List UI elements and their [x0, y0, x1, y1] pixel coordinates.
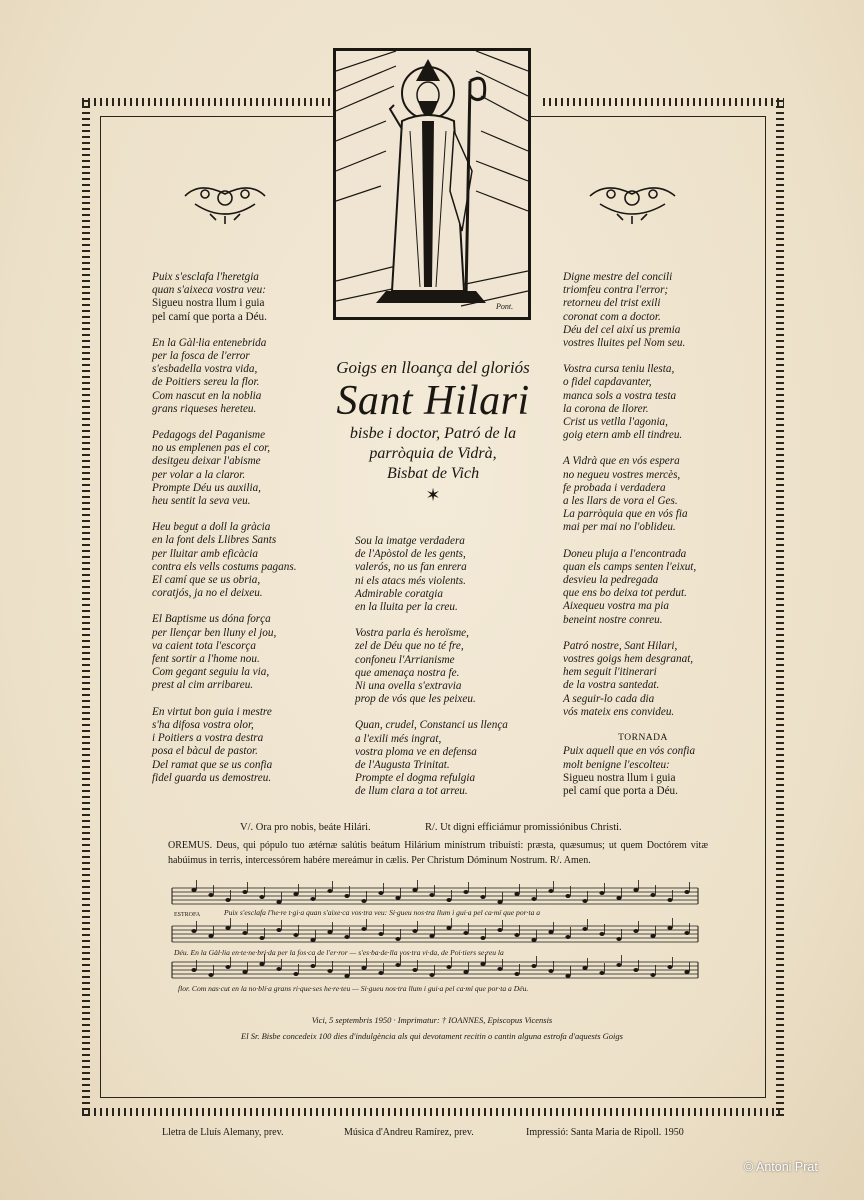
music-note: [429, 973, 434, 977]
music-note: [395, 896, 400, 900]
music-note: [582, 927, 587, 931]
music-note: [582, 899, 587, 903]
verse-line: de l'Augusta Trinitat.: [355, 759, 450, 772]
music-note: [565, 974, 570, 978]
music-note: [395, 937, 400, 941]
verse-line: Sou la imatge verdadera: [355, 535, 465, 547]
stanza: [152, 613, 332, 692]
verse-line: que amenaça nostra fe.: [355, 666, 460, 679]
music-note: [514, 892, 519, 896]
verse-line: Aixequeu vostra ma pia: [563, 600, 669, 613]
stanza: [563, 363, 723, 442]
music-note: [548, 889, 553, 893]
music-note: [463, 931, 468, 935]
title-line-3: bisbe i doctor, Patró de la: [349, 425, 517, 442]
verse-line: molt benigne l'escolteu:: [563, 758, 670, 771]
verse-line: Quan, crudel, Constanci us llença: [355, 719, 508, 732]
verse-line: valerós, no us fan enrera: [355, 561, 467, 574]
imprimatur-line: Vici, 5 septembris 1950 · Imprimatur: † IOANNES, Episcopus Vicensis: [311, 1015, 553, 1025]
verse-line: El Baptisme us dóna força: [152, 613, 271, 626]
music-note: [531, 964, 536, 968]
music-note: [463, 970, 468, 974]
music-note: [293, 972, 298, 976]
music-note: [412, 929, 417, 933]
saint-woodcut-image: [333, 48, 531, 320]
music-lyric-line-3: flor. Com nas·cut en la no·blí·a grans ri·que·ses he·re·teu — Si·gueu nos·tra llum i gui·a pel ca·mí que por·ta a Déu.: [178, 984, 529, 993]
verse-line: heu sentit la seva veu.: [152, 495, 251, 508]
tornada-heading: TORNADA: [618, 733, 668, 744]
music-note: [480, 895, 485, 899]
music-note: [531, 897, 536, 901]
stanza: [563, 732, 723, 798]
music-note: [395, 963, 400, 967]
colophon: [0, 1012, 864, 1044]
verse-line: Pedagogs del Paganisme: [152, 429, 266, 442]
music-note: [344, 894, 349, 898]
music-note: [259, 895, 264, 899]
verse-line: quan s'aixeca vostra veu:: [152, 284, 266, 297]
music-note: [310, 938, 315, 942]
stanza: [152, 337, 332, 416]
music-note: [650, 934, 655, 938]
right-verse-column: [563, 271, 723, 811]
verse-line: de la vostra santedat.: [563, 679, 660, 692]
music-note: [310, 897, 315, 901]
verse-line: Puix aquell que en vós confia: [563, 745, 696, 758]
saint-name-heading: Sant Hilari: [336, 378, 530, 424]
verse-line: triomfeu contra l'error;: [563, 284, 669, 297]
music-note: [497, 928, 502, 932]
verse-line: Crist us vetlla l'agonia,: [563, 416, 668, 429]
music-staves: [168, 880, 700, 1000]
verse-line: a les llars de vora el Ges.: [563, 495, 678, 508]
stanza: [355, 719, 545, 798]
music-note: [191, 929, 196, 933]
music-note: [633, 968, 638, 972]
verse-line: desitgeu deixar l'abisme: [152, 455, 261, 468]
verse-line: fent sortir a l'home nou.: [152, 653, 260, 666]
music-score: [168, 880, 700, 1005]
verse-line: goig etern amb ell tindreu.: [563, 429, 683, 442]
verse-line: El camí que se us obria,: [152, 574, 261, 587]
music-note: [344, 935, 349, 939]
music-note: [599, 932, 604, 936]
woodcut-signature: Pont.: [496, 302, 514, 311]
music-note: [599, 971, 604, 975]
music-note: [684, 931, 689, 935]
music-note: [548, 930, 553, 934]
verse-line: Patró nostre, Sant Hilari,: [563, 639, 678, 652]
credit-printer: Impressió: Santa Maria de Ripoll. 1950: [526, 1127, 684, 1138]
response-text: R/. Ut digni efficiámur promissiónibus Christi.: [425, 822, 622, 833]
border-top-right-ornament: [543, 98, 784, 106]
verse-line: Admirable coratgia: [355, 587, 443, 600]
music-note: [259, 962, 264, 966]
verse-line: beneint nostre conreu.: [563, 613, 663, 626]
stanza: [563, 455, 723, 534]
stanza: [563, 271, 723, 350]
music-note: [667, 926, 672, 930]
music-note: [463, 890, 468, 894]
estrofa-label: ESTROFA: [174, 912, 201, 918]
music-note: [208, 934, 213, 938]
music-note: [208, 893, 213, 897]
verse-line: per lluitar amb eficàcia: [152, 547, 258, 560]
music-note: [276, 900, 281, 904]
border-top-left-ornament: [82, 98, 332, 106]
music-note: [429, 893, 434, 897]
music-note: [514, 933, 519, 937]
verse-line: que ens bo deixa tot perdut.: [563, 587, 687, 600]
stanza: [152, 521, 332, 600]
verse-line: Doneu pluja a l'encontrada: [563, 547, 687, 560]
music-lyric-line-2: Déu. En la Gàl·lia en·te·ne·bri·da per la fos·ca de l'er·ror — s'es·ba·de·lla vos·tra vi·da, de Poi·tiers se·reu la: [174, 948, 504, 957]
star-ornament: ✶: [425, 485, 441, 505]
music-note: [259, 936, 264, 940]
music-note: [293, 933, 298, 937]
verse-line: vós mateix ens convideu.: [563, 705, 675, 718]
verse-line: en la lluita per la creu.: [355, 601, 458, 614]
music-note: [650, 893, 655, 897]
music-note: [446, 898, 451, 902]
verse-line: a l'exili més ingrat,: [355, 732, 442, 745]
music-note: [446, 926, 451, 930]
stanza: [152, 271, 332, 324]
verse-line: En la Gàl·lia entenebrida: [152, 336, 267, 349]
music-note: [667, 898, 672, 902]
music-note: [327, 930, 332, 934]
stanza: [563, 548, 723, 627]
verse-line: vostra ploma ve en defensa: [355, 745, 477, 758]
verse-line: s'ha difosa vostra olor,: [152, 718, 254, 731]
music-note: [361, 927, 366, 931]
music-note: [565, 894, 570, 898]
verse-line: fe probada i verdadera: [563, 481, 666, 494]
music-note: [616, 896, 621, 900]
music-note: [378, 932, 383, 936]
music-note: [497, 900, 502, 904]
music-note: [497, 967, 502, 971]
verse-line: confoneu l'Arrianisme: [355, 653, 455, 666]
music-note: [514, 972, 519, 976]
stanza: [563, 640, 723, 719]
music-note: [429, 934, 434, 938]
verse-line: o fidel capdavanter,: [563, 376, 652, 389]
verse-line: Heu begut a doll la gràcia: [152, 521, 271, 534]
verse-line: no us emplenen pas el cor,: [152, 442, 271, 455]
music-note: [616, 937, 621, 941]
left-verse-column: [152, 271, 332, 798]
border-left-ornament: [82, 98, 90, 1116]
music-note: [293, 892, 298, 896]
verse-line: Puix s'esclafa l'heretgia: [152, 271, 259, 283]
verse-line: Déu del cel així us premia: [563, 323, 681, 336]
music-note: [667, 965, 672, 969]
music-note: [565, 935, 570, 939]
verse-line: Digne mestre del concili: [563, 271, 673, 283]
verse-line: La parròquia que en vós fia: [563, 508, 688, 521]
verse-line: coronat com a doctor.: [563, 310, 661, 323]
verse-line: hem seguit l'itinerari: [563, 666, 657, 679]
verse-line: desvieu la pedregada: [563, 574, 659, 587]
verse-line: vostres goigs hem desgranat,: [563, 653, 694, 666]
verse-line: zel de Déu que no té fre,: [355, 640, 464, 653]
refrain-line: Sigueu nostra llum i guia: [563, 771, 676, 784]
copyright-watermark: © Antoni Prat: [744, 1160, 818, 1174]
verse-line: s'esbadella vostra vida,: [152, 363, 258, 376]
verse-line: prop de vós que les peixeu.: [355, 693, 476, 706]
verse-line: la corona de llorer.: [563, 402, 649, 415]
verse-line: A Vidrà que en vós espera: [563, 455, 680, 468]
music-note: [378, 891, 383, 895]
music-note: [480, 936, 485, 940]
verse-line: prest al cim arribareu.: [152, 679, 254, 692]
music-note: [208, 973, 213, 977]
verse-line: va caient tota l'escorça: [152, 639, 256, 652]
verse-line: retorneu del trist exili: [563, 297, 661, 310]
verse-line: ni els atacs més violents.: [355, 574, 466, 587]
title-line-1: Goigs en lloança del gloriós: [336, 358, 530, 377]
refrain-line: pel camí que porta a Déu.: [152, 310, 267, 323]
verse-line: grans riqueses hereteu.: [152, 402, 257, 415]
stanza: [355, 627, 545, 706]
music-note: [616, 963, 621, 967]
credit-music: Música d'Andreu Ramírez, prev.: [344, 1127, 474, 1138]
verse-line: coratjós, ja no el deixeu.: [152, 587, 263, 600]
stanza: [152, 429, 332, 508]
verse-line: Com nascut en la noblia: [152, 389, 262, 402]
verse-line: i Poitiers a vostra destra: [152, 732, 264, 745]
verse-line: per llençar ben lluny el jou,: [152, 626, 277, 639]
verse-line: quan els camps senten l'eixut,: [563, 560, 697, 573]
music-note: [276, 967, 281, 971]
music-note: [684, 970, 689, 974]
floral-ornament-left: [180, 176, 270, 226]
verse-line: vostres lluites pel Nom seu.: [563, 337, 686, 350]
border-bottom-ornament: [82, 1108, 784, 1116]
title-line-4: parròquia de Vidrà,: [369, 445, 497, 462]
music-note: [276, 928, 281, 932]
verse-line: de l'Apòstol de les gents,: [355, 548, 466, 561]
verse-line: Ni una ovella s'extravia: [355, 680, 462, 693]
music-note: [361, 966, 366, 970]
verse-line: contra els vells costums pagans.: [152, 560, 297, 573]
versicle-text: V/. Ora pro nobis, beáte Hilári.: [240, 822, 371, 833]
music-note: [446, 965, 451, 969]
music-note: [633, 888, 638, 892]
oremus-prayer: OREMUS. Deus, qui pópulo tuo ætérnæ salútis beátum Hilárium minístrum tribuísti: præsta, quæsumus; ut quem Doctórem vitæ habúimus in terris, intercessórem habére mereámur in cælis. Per Christum Dóminum Nostrum. R/. Amen.: [168, 840, 708, 866]
indulgence-line: El Sr. Bisbe concedeix 100 dies d'indulgència als qui devotament recitin o cantin alguna estrofa d'aquests Goigs: [241, 1031, 623, 1041]
music-note: [582, 966, 587, 970]
music-note: [242, 970, 247, 974]
refrain-line: pel camí que porta a Déu.: [563, 784, 678, 797]
floral-ornament-right: [585, 176, 680, 226]
music-note: [310, 964, 315, 968]
music-note: [480, 962, 485, 966]
music-note: [378, 971, 383, 975]
music-note: [684, 890, 689, 894]
verse-line: fidel guarda us demostreu.: [152, 771, 272, 784]
music-note: [412, 888, 417, 892]
verse-line: Prompte Déu us auxilia,: [152, 481, 261, 494]
verse-line: per la fosca de l'error: [152, 350, 250, 363]
music-note: [412, 968, 417, 972]
verse-line: no negueu vostres mercès,: [563, 468, 681, 481]
music-note: [327, 969, 332, 973]
music-note: [242, 890, 247, 894]
music-note: [650, 973, 655, 977]
credit-lyrics: Lletra de Lluís Alemany, prev.: [162, 1127, 284, 1138]
verse-line: A seguir-lo cada dia: [563, 692, 655, 705]
music-lyric-line-1: Puix s'esclafa l'he·re t·gi·a quan s'aixe·ca vos·tra veu: Si·gueu nos·tra llum i gui·a pel ca·mí que por·ta a: [224, 908, 541, 917]
verse-line: En virtut bon guia i mestre: [152, 705, 272, 718]
verse-line: Com gegant seguiu la via,: [152, 666, 270, 679]
music-note: [242, 931, 247, 935]
verse-line: Del ramat que se us confia: [152, 758, 273, 771]
border-right-ornament: [776, 98, 784, 1116]
refrain-line: Sigueu nostra llum i guia: [152, 297, 265, 310]
music-note: [633, 929, 638, 933]
music-note: [548, 969, 553, 973]
music-note: [361, 899, 366, 903]
verse-line: mai per mai no l'oblideu.: [563, 521, 676, 534]
music-note: [225, 898, 230, 902]
music-note: [531, 938, 536, 942]
middle-verse-column: [355, 535, 545, 812]
music-note: [599, 891, 604, 895]
verse-line: en la font dels Llibres Sants: [152, 534, 277, 547]
title-block: [320, 358, 546, 506]
verse-line: de Poitiers sereu la flor.: [152, 376, 260, 389]
verse-line: per volar a la claror.: [152, 468, 246, 481]
verse-line: Vostra parla és heroïsme,: [355, 627, 469, 640]
verse-line: Prompte el dogma refulgia: [355, 772, 476, 785]
music-note: [327, 889, 332, 893]
stanza: [355, 535, 545, 614]
verse-line: posa el bàcul de pastor.: [152, 745, 258, 758]
verse-line: manca sols a vostra testa: [563, 389, 677, 402]
music-note: [225, 965, 230, 969]
stanza: [152, 706, 332, 785]
title-line-5: Bisbat de Vich: [386, 465, 480, 482]
music-note: [191, 888, 196, 892]
music-note: [225, 926, 230, 930]
music-note: [344, 974, 349, 978]
verse-line: Vostra cursa teniu llesta,: [563, 363, 675, 376]
verse-line: de llum clara a tot arreu.: [355, 785, 468, 798]
music-note: [191, 968, 196, 972]
